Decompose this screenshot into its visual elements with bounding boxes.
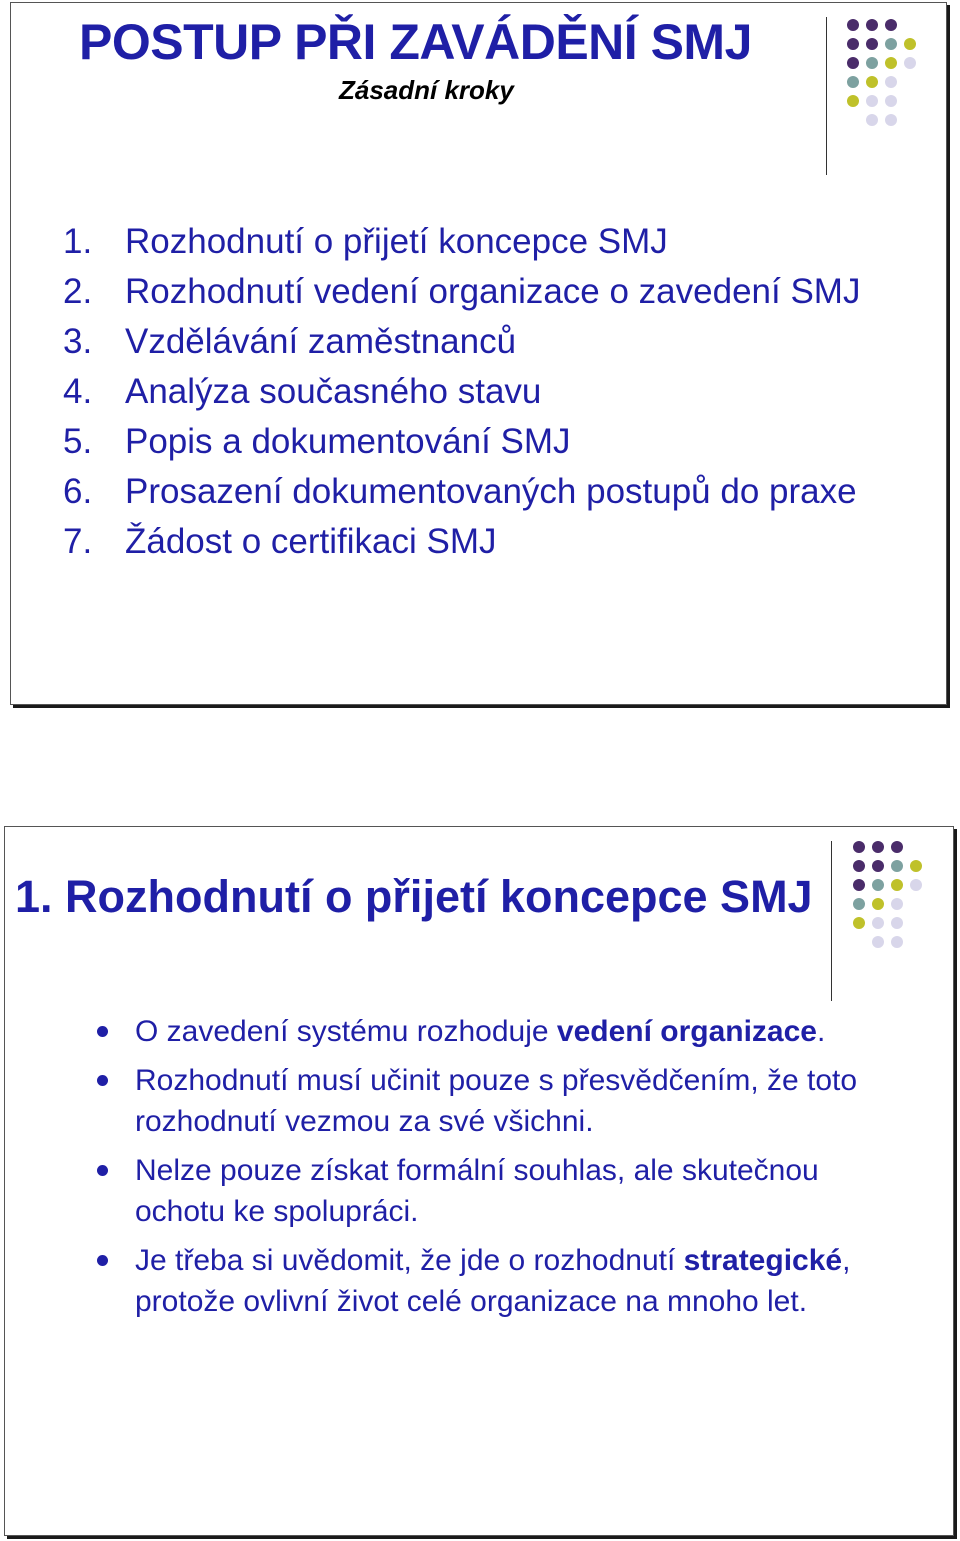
slide-1-title: POSTUP PŘI ZAVÁDĚNÍ SMJ xyxy=(79,14,752,70)
decor-dot xyxy=(904,38,916,50)
decor-dot xyxy=(853,860,865,872)
list-item xyxy=(97,1011,897,1052)
decor-dot xyxy=(847,57,859,69)
decor-dot xyxy=(891,936,903,948)
list-item xyxy=(63,271,923,312)
decor-dot xyxy=(885,95,897,107)
decor-dot xyxy=(885,19,897,31)
bullet-text-end: . xyxy=(817,1015,826,1048)
decor-dot xyxy=(866,57,878,69)
step-text: Rozhodnutí vedení organizace o zavedení SMJ xyxy=(125,272,861,311)
bullet-text: Nelze pouze získat formální souhlas, ale skutečnou ochotu ke spolupráci. xyxy=(135,1154,819,1228)
decor-dot xyxy=(872,936,884,948)
list-item xyxy=(63,521,923,562)
decor-dot xyxy=(847,95,859,107)
step-number: 5. xyxy=(63,422,93,461)
bullet-list xyxy=(97,1011,897,1330)
list-item xyxy=(63,221,923,262)
decor-dot xyxy=(866,114,878,126)
bullet-text: Rozhodnutí musí učinit pouze s přesvědčením, že toto rozhodnutí vezmou za své všichni. xyxy=(135,1064,858,1138)
bullet-bold-text: strategické xyxy=(683,1244,843,1277)
decor-dot xyxy=(853,898,865,910)
decor-dot xyxy=(853,879,865,891)
decor-dot xyxy=(891,917,903,929)
bullet-text: O zavedení systému rozhoduje xyxy=(135,1015,557,1048)
slide-1 xyxy=(10,2,947,705)
divider-line xyxy=(831,841,832,1001)
step-number: 2. xyxy=(63,272,93,311)
decor-dot xyxy=(904,57,916,69)
slide-1-subtitle: Zásadní kroky xyxy=(339,75,514,105)
step-text: Prosazení dokumentovaných postupů do praxe xyxy=(125,472,857,511)
decor-dot xyxy=(866,76,878,88)
decor-dot xyxy=(891,841,903,853)
bullet-text-end: , protože ovlivní život celé organizace na mnoho let. xyxy=(135,1244,851,1318)
slide-2-title: 1. Rozhodnutí o přijetí koncepce SMJ xyxy=(15,871,813,922)
decor-dot xyxy=(853,917,865,929)
bullet-icon xyxy=(97,1026,108,1037)
decor-dot xyxy=(847,19,859,31)
decor-dot xyxy=(866,95,878,107)
step-number: 7. xyxy=(63,522,93,561)
decor-dot xyxy=(872,898,884,910)
decor-dot xyxy=(885,38,897,50)
decor-dot xyxy=(885,57,897,69)
bullet-text: Je třeba si uvědomit, že jde o rozhodnutí xyxy=(135,1244,684,1277)
step-number: 1. xyxy=(63,222,93,261)
step-text: Analýza současného stavu xyxy=(125,372,542,411)
step-text: Vzdělávání zaměstnanců xyxy=(125,322,517,361)
bullet-icon xyxy=(97,1165,108,1176)
decor-dot xyxy=(885,76,897,88)
decor-dot xyxy=(872,879,884,891)
decor-dot xyxy=(853,841,865,853)
step-number: 6. xyxy=(63,472,93,511)
list-item xyxy=(97,1060,897,1142)
list-item xyxy=(63,421,923,462)
slide-2 xyxy=(4,826,954,1536)
divider-line xyxy=(826,17,827,175)
decor-dot xyxy=(847,38,859,50)
step-text: Rozhodnutí o přijetí koncepce SMJ xyxy=(125,222,668,261)
step-number: 4. xyxy=(63,372,93,411)
decor-dot xyxy=(885,114,897,126)
decor-dot xyxy=(872,841,884,853)
decor-dot xyxy=(847,76,859,88)
decor-dot xyxy=(872,860,884,872)
steps-list xyxy=(63,221,923,571)
step-text: Žádost o certifikaci SMJ xyxy=(125,522,497,561)
list-item xyxy=(63,471,923,512)
step-number: 3. xyxy=(63,322,93,361)
decor-dot xyxy=(910,860,922,872)
bullet-bold-text: vedení organizace xyxy=(556,1015,817,1048)
list-item xyxy=(63,321,923,362)
decor-dot xyxy=(866,19,878,31)
decor-dot xyxy=(891,879,903,891)
list-item xyxy=(97,1150,897,1232)
list-item xyxy=(63,371,923,412)
bullet-icon xyxy=(97,1075,108,1086)
decor-dot xyxy=(910,879,922,891)
step-text: Popis a dokumentování SMJ xyxy=(125,422,571,461)
bullet-icon xyxy=(97,1255,108,1266)
decor-dot xyxy=(891,898,903,910)
list-item xyxy=(97,1240,897,1322)
decor-dot xyxy=(891,860,903,872)
decor-dot xyxy=(866,38,878,50)
decor-dot xyxy=(872,917,884,929)
